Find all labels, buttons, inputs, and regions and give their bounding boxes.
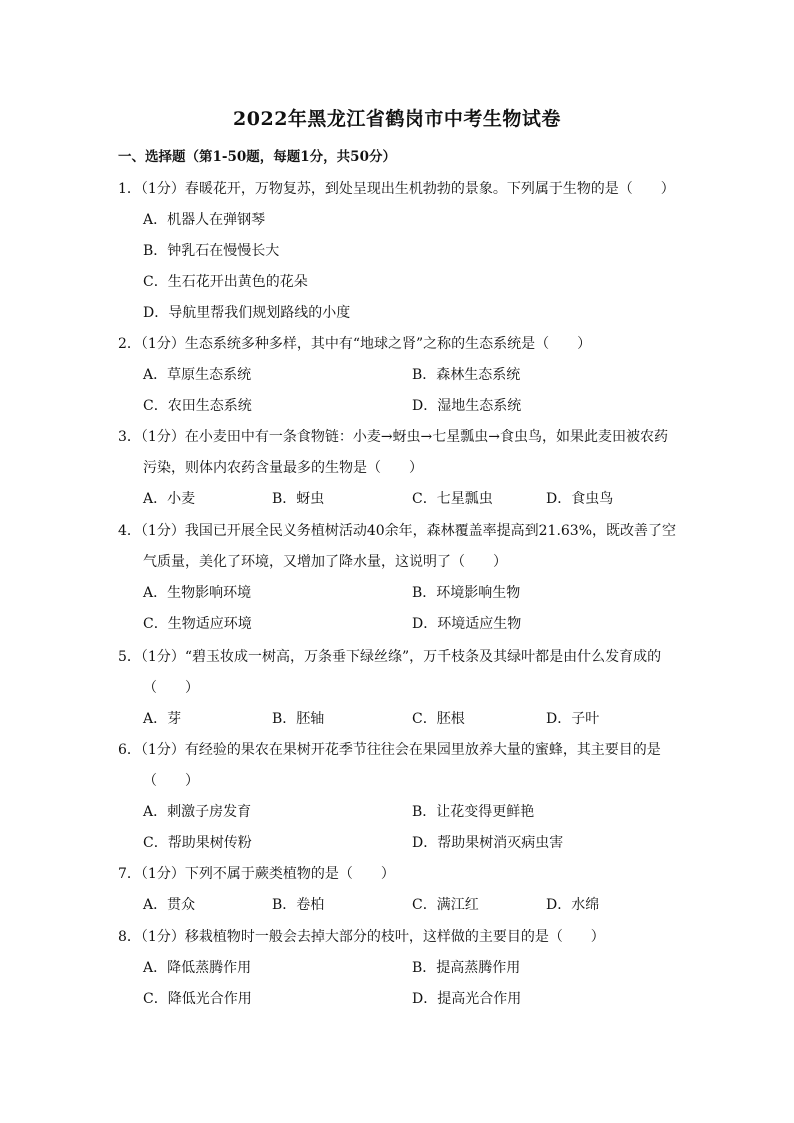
question-5-option-a: A．芽 (143, 711, 182, 727)
question-2-stem: 2．（1分）生态系统多种多样，其中有“地球之肾”之称的生态系统是（ ） (118, 336, 592, 352)
question-1-stem: 1．（1分）春暖花开，万物复苏，到处呈现出生机勃勃的景象。下列属于生物的是（ ） (118, 181, 675, 197)
question-3-option-c: C．七星瓢虫 (412, 491, 493, 507)
question-7-option-b: B．卷柏 (272, 897, 325, 913)
question-5-stem-line-1: 5．（1分）“碧玉妆成一树高，万条垂下绿丝绦”，万千枝条及其绿叶都是由什么发育成的 (118, 649, 662, 665)
question-6-option-c: C．帮助果树传粉 (143, 835, 252, 851)
question-2-option-b: B．森林生态系统 (412, 367, 521, 383)
question-1-option-c: C．生石花开出黄色的花朵 (143, 274, 308, 290)
question-3-option-d: D．食虫鸟 (546, 491, 614, 507)
question-5-option-b: B．胚轴 (272, 711, 325, 727)
question-8-option-c: C．降低光合作用 (143, 991, 252, 1007)
question-2-option-d: D．湿地生态系统 (412, 398, 522, 414)
question-6-option-a: A．刺激子房发育 (143, 804, 252, 820)
question-7-option-d: D．水绵 (546, 897, 600, 913)
question-1-option-b: B．钟乳石在慢慢长大 (143, 243, 280, 259)
question-3-stem-line-2: 污染，则体内农药含量最多的生物是（ ） (143, 460, 423, 476)
question-4-option-d: D．环境适应生物 (412, 616, 522, 632)
question-3-option-a: A．小麦 (143, 491, 196, 507)
question-4-stem-line-1: 4．（1分）我国已开展全民义务植树活动40余年，森林覆盖率提高到21.63%，既改善了空 (118, 523, 677, 539)
question-7-option-c: C．满江红 (412, 897, 479, 913)
question-6-option-d: D．帮助果树消灭病虫害 (412, 835, 564, 851)
question-5-option-c: C．胚根 (412, 711, 465, 727)
question-3-option-b: B．蚜虫 (272, 491, 325, 507)
question-8-option-d: D．提高光合作用 (412, 991, 522, 1007)
question-2-option-a: A．草原生态系统 (143, 367, 252, 383)
question-1-option-a: A．机器人在弹钢琴 (143, 212, 266, 228)
question-8-option-b: B．提高蒸腾作用 (412, 960, 521, 976)
question-4-option-a: A．生物影响环境 (143, 585, 252, 601)
question-4-option-b: B．环境影响生物 (412, 585, 521, 601)
question-2-option-c: C．农田生态系统 (143, 398, 252, 414)
question-3-stem-line-1: 3．（1分）在小麦田中有一条食物链：小麦→蚜虫→七星瓢虫→食虫鸟，如果此麦田被农药 (118, 429, 669, 445)
section-heading: 一、选择题（第1-50题，每题1分，共50分） (118, 149, 396, 165)
question-5-stem-line-2: （ ） (143, 680, 199, 696)
question-4-stem-line-2: 气质量，美化了环境，又增加了降水量，这说明了（ ） (143, 554, 507, 570)
question-6-stem-line-1: 6．（1分）有经验的果农在果树开花季节往往会在果园里放养大量的蜜蜂，其主要目的是 (118, 742, 661, 758)
question-8-option-a: A．降低蒸腾作用 (143, 960, 252, 976)
question-6-stem-line-2: （ ） (143, 773, 199, 789)
question-7-option-a: A．贯众 (143, 897, 196, 913)
question-1-option-d: D．导航里帮我们规划路线的小度 (143, 305, 351, 321)
question-8-stem: 8．（1分）移栽植物时一般会去掉大部分的枝叶，这样做的主要目的是（ ） (118, 929, 605, 945)
question-7-stem: 7．（1分）下列不属于蕨类植物的是（ ） (118, 866, 395, 882)
question-5-option-d: D．子叶 (546, 711, 600, 727)
question-6-option-b: B．让花变得更鲜艳 (412, 804, 535, 820)
question-4-option-c: C．生物适应环境 (143, 616, 252, 632)
page-title: 2022年黑龙江省鹤岗市中考生物试卷 (233, 108, 561, 130)
